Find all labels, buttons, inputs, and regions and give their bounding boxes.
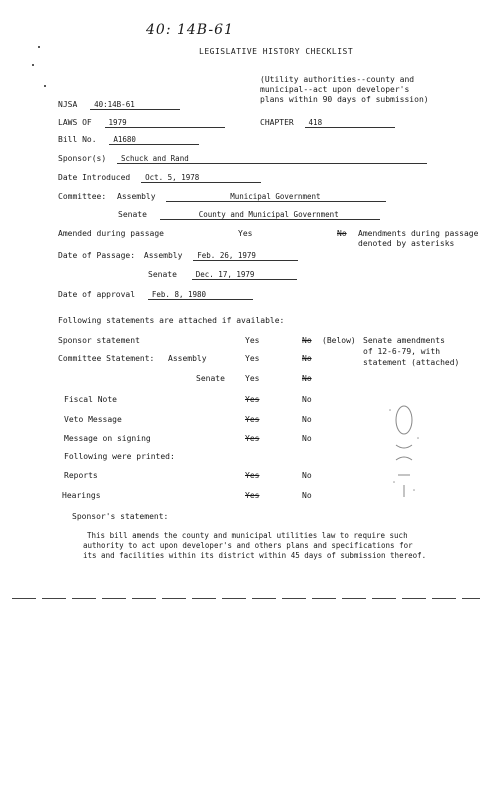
statement-yes: Yes <box>245 354 260 363</box>
statement-no-struck: No <box>302 354 312 363</box>
sponsor-statement-body <box>83 531 427 561</box>
chapter-label: CHAPTER <box>260 118 294 127</box>
senate-amendments-line: Senate amendments <box>363 336 445 345</box>
statement-note: (Below) <box>322 336 356 345</box>
printed-label: Reports <box>64 471 98 480</box>
statement-yes: Yes <box>245 374 260 383</box>
printed-yes-struck: Yes <box>245 471 260 480</box>
printed-no: No <box>302 491 312 500</box>
statement-no: No <box>302 415 312 424</box>
njsa-row <box>58 100 180 110</box>
scan-speck <box>32 64 34 66</box>
dashed-rule <box>462 598 480 599</box>
dashed-rule <box>102 598 126 599</box>
date-introduced-row <box>58 173 261 183</box>
dashed-rule <box>192 598 216 599</box>
dashed-rule <box>222 598 246 599</box>
chapter-value: 418 <box>305 118 395 128</box>
statement-no-struck: No <box>302 374 312 383</box>
amended-yes: Yes <box>238 229 253 238</box>
sponsors-label: Sponsor(s) <box>58 154 107 163</box>
passage-assembly-value: Feb. 26, 1979 <box>193 251 298 261</box>
approval-label: Date of approval <box>58 290 136 299</box>
passage-label: Date of Passage: <box>58 251 136 260</box>
passage-senate-row <box>148 270 297 280</box>
bill-no-value: A1680 <box>109 135 199 145</box>
statement-sub-label: Assembly <box>168 354 207 363</box>
dashed-rule <box>12 598 36 599</box>
passage-assembly-row <box>58 251 298 261</box>
handwritten-citation: 40: 14B-61 <box>146 22 234 38</box>
dashed-rule <box>132 598 156 599</box>
njsa-value: 40:14B-61 <box>90 100 180 110</box>
printed-yes-struck: Yes <box>245 491 260 500</box>
amended-label: Amended during passage <box>58 229 164 238</box>
laws-of-value: 1979 <box>105 118 225 128</box>
statement-yes-struck: Yes <box>245 434 260 443</box>
bill-no-row <box>58 135 199 145</box>
statement-no-struck: No <box>302 336 312 345</box>
statement-label: Committee Statement: <box>58 354 155 363</box>
statement-yes-struck: Yes <box>245 415 260 424</box>
attached-heading: Following statements are attached if available: <box>58 316 285 325</box>
statement-sub-label: Senate <box>196 374 225 383</box>
amendments-note-line: denoted by asterisks <box>358 239 455 248</box>
dashed-rule <box>402 598 426 599</box>
scan-speck <box>44 85 46 87</box>
chapter-row <box>260 118 395 128</box>
statement-yes-struck: Yes <box>245 395 260 404</box>
dashed-rule <box>372 598 396 599</box>
committee-senate-label: Senate <box>118 210 147 219</box>
amendments-note-line: Amendments during passage <box>358 229 479 238</box>
passage-senate-label: Senate <box>148 270 177 279</box>
dashed-rule <box>72 598 96 599</box>
bill-no-label: Bill No. <box>58 135 97 144</box>
dashed-rule <box>252 598 276 599</box>
amendments-note <box>358 229 478 249</box>
scan-speck <box>38 46 40 48</box>
subject-note-line: plans within 90 days of submission) <box>260 95 429 104</box>
passage-senate-value: Dec. 17, 1979 <box>192 270 297 280</box>
sponsors-value: Schuck and Rand <box>117 154 427 164</box>
statement-no: No <box>302 395 312 404</box>
dashed-rule <box>342 598 366 599</box>
printed-no: No <box>302 471 312 480</box>
page-title: LEGISLATIVE HISTORY CHECKLIST <box>199 47 354 56</box>
subject-note <box>260 75 429 105</box>
njsa-label: NJSA <box>58 100 78 109</box>
subject-note-line: municipal--act upon developer's <box>260 85 410 94</box>
dashed-rule <box>432 598 456 599</box>
date-introduced-value: Oct. 5, 1978 <box>141 173 261 183</box>
amended-no-struck: No <box>337 229 347 238</box>
sponsors-row <box>58 154 427 164</box>
statement-label: Fiscal Note <box>64 395 117 404</box>
approval-row <box>58 290 253 300</box>
dashed-rule <box>312 598 336 599</box>
dashed-rule <box>162 598 186 599</box>
statement-no: No <box>302 434 312 443</box>
statement-label: Veto Message <box>64 415 122 424</box>
library-stamp <box>384 390 424 500</box>
senate-amendments-note <box>363 335 459 368</box>
committee-assembly-value: Municipal Government <box>166 192 386 202</box>
laws-of-label: LAWS OF <box>58 118 92 127</box>
senate-amendments-line: of 12-6-79, with <box>363 347 441 356</box>
committee-assembly-label: Assembly <box>117 192 156 201</box>
committee-senate-value: County and Municipal Government <box>160 210 380 220</box>
printed-heading: Following were printed: <box>64 452 175 461</box>
laws-of-row <box>58 118 225 128</box>
statement-yes: Yes <box>245 336 260 345</box>
dashed-rule <box>42 598 66 599</box>
sponsor-statement-line: authority to act upon developer's and others plans and specifications for <box>83 541 413 550</box>
approval-value: Feb. 8, 1980 <box>148 290 253 300</box>
sponsor-statement-line: its and facilities within its district within 45 days of submission thereof. <box>83 551 427 560</box>
committee-label: Committee: <box>58 192 107 201</box>
subject-note-line: (Utility authorities--county and <box>260 75 415 84</box>
senate-amendments-line: statement (attached) <box>363 358 460 367</box>
committee-senate-row <box>118 210 380 220</box>
statement-label: Message on signing <box>64 434 151 443</box>
sponsor-statement-line: This bill amends the county and municipal utilities law to require such <box>87 531 408 540</box>
statement-label: Sponsor statement <box>58 336 140 345</box>
sponsor-statement-label: Sponsor's statement: <box>72 512 169 521</box>
committee-assembly-row <box>58 192 386 202</box>
passage-assembly-label: Assembly <box>143 251 183 260</box>
date-introduced-label: Date Introduced <box>58 173 131 182</box>
printed-label: Hearings <box>62 491 101 500</box>
dashed-rule <box>282 598 306 599</box>
